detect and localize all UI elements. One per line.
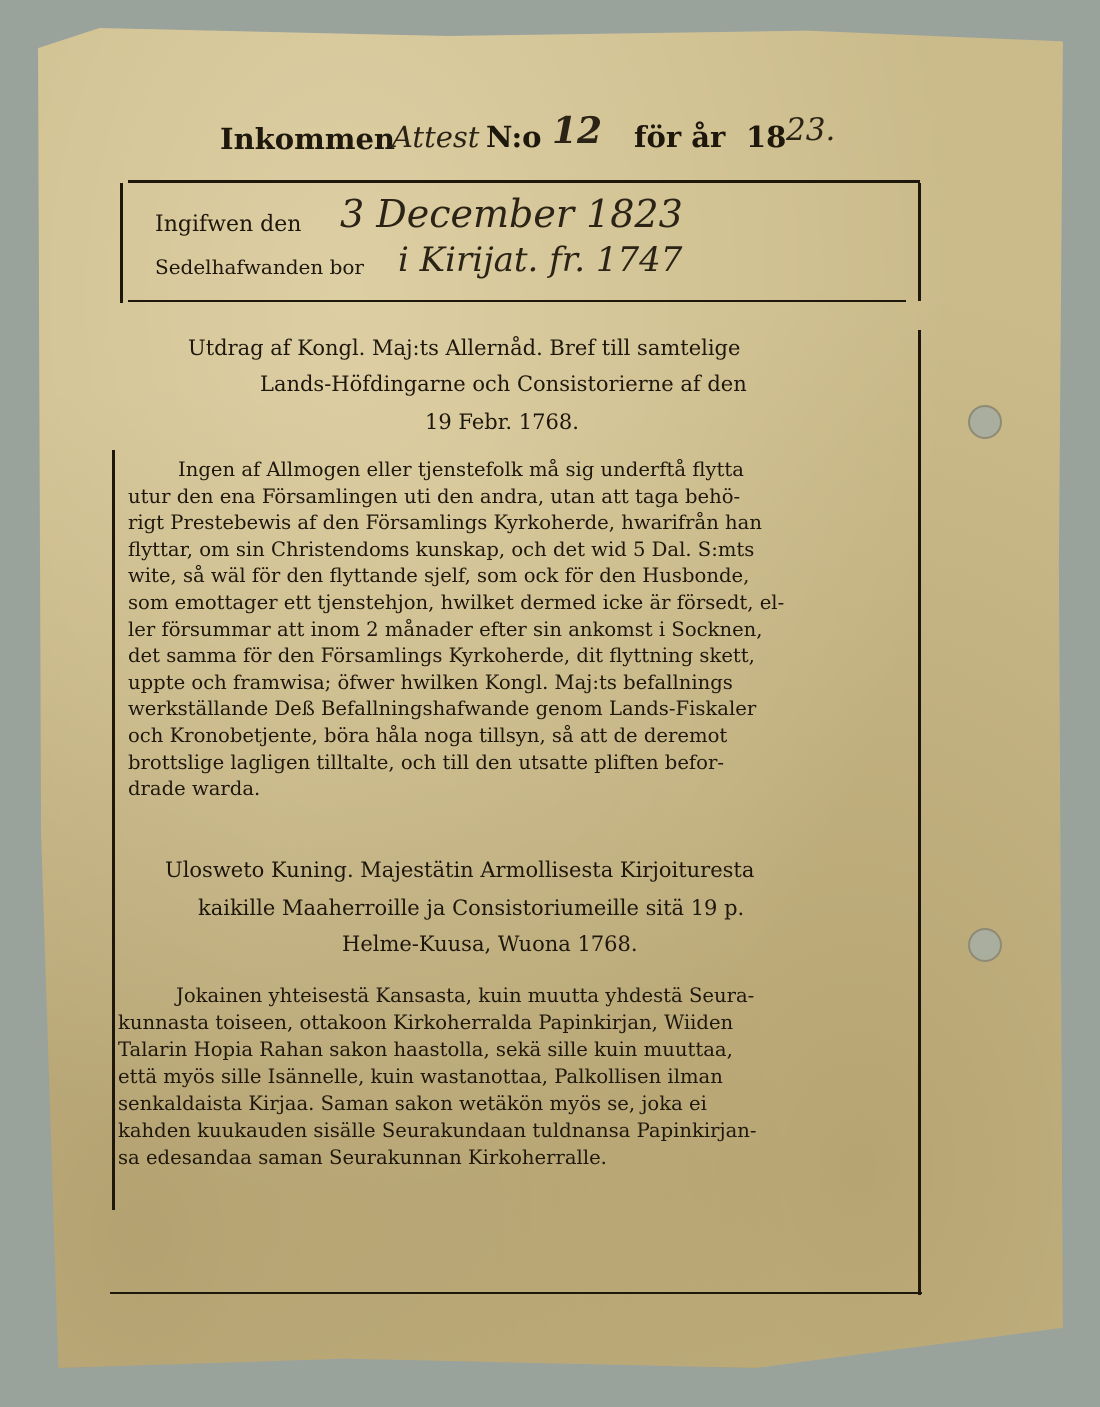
punch-hole-top bbox=[968, 405, 1002, 439]
swedish-body-line: och Kronobetjente, böra håla noga tillsyn, så att de deremot bbox=[128, 723, 728, 747]
header-year-printed: 18 bbox=[746, 120, 787, 154]
swedish-body-line: brottslige lagligen tilltalte, och till den utsatte pliften befor- bbox=[128, 750, 724, 774]
swedish-body-line: werkställande Deß Befallningshafwande genom Lands-Fiskaler bbox=[128, 697, 757, 721]
finnish-heading-line: Ulosweto Kuning. Majestätin Armollisesta Kirjoituresta bbox=[165, 858, 755, 882]
finnish-body-line: Jokainen yhteisestä Kansasta, kuin muutta yhdestä Seura- bbox=[176, 984, 755, 1007]
finnish-body bbox=[118, 982, 908, 1171]
swedish-body-line: Ingen af Allmogen eller tjenstefolk må sig underftå flytta bbox=[178, 458, 744, 481]
finnish-body-line: sa edesandaa saman Seurakunnan Kirkoherralle. bbox=[118, 1146, 607, 1169]
holder-residence-label: Sedelhafwanden bor bbox=[155, 255, 364, 279]
header-number-handwritten: 12 bbox=[552, 110, 603, 152]
frame-bottom-rule bbox=[110, 1292, 922, 1294]
finnish-heading-line: kaikille Maaherroille ja Consistoriumeille sitä 19 p. bbox=[198, 896, 745, 920]
swedish-body-line: drade warda. bbox=[128, 777, 261, 801]
header-year-handwritten: 23. bbox=[786, 112, 836, 148]
received-date-handwritten: 3 December 1823 bbox=[340, 192, 683, 236]
swedish-heading-line: 19 Febr. 1768. bbox=[425, 410, 579, 434]
finnish-body-line: kunnasta toiseen, ottakoon Kirkoherralda Papinkirjan, Wiiden bbox=[118, 1011, 734, 1034]
finnish-body-line: että myös sille Isännelle, kuin wastanottaa, Palkollisen ilman bbox=[118, 1065, 723, 1088]
box-bottom-rule bbox=[128, 300, 906, 302]
finnish-body-line: senkaldaista Kirjaa. Saman sakon wetäkön myös se, joka ei bbox=[118, 1092, 707, 1115]
swedish-body-line: flyttar, om sin Christendoms kunskap, och det wid 5 Dal. S:mts bbox=[128, 537, 755, 561]
swedish-body bbox=[128, 457, 908, 803]
header-attest-handwritten: Attest bbox=[392, 120, 480, 154]
header-number-label: N:o bbox=[486, 120, 542, 154]
frame-left-border bbox=[112, 450, 115, 1210]
swedish-body-line: som emottager ett tjenstehjon, hwilket dermed icke är försedt, el- bbox=[128, 590, 785, 614]
swedish-body-line: wite, så wäl för den flyttande sjelf, som ock för den Husbonde, bbox=[128, 564, 750, 588]
finnish-heading-line: Helme-Kuusa, Wuona 1768. bbox=[342, 932, 638, 956]
frame-right-border bbox=[918, 330, 921, 1295]
box-right-border bbox=[918, 183, 921, 301]
box-left-border bbox=[120, 183, 123, 303]
finnish-body-line: kahden kuukauden sisälle Seurakundaan tuldnansa Papinkirjan- bbox=[118, 1119, 757, 1142]
swedish-body-line: utur den ena Församlingen uti den andra, utan att taga behö- bbox=[128, 484, 741, 508]
swedish-body-line: ler försummar att inom 2 månader efter sin ankomst i Socknen, bbox=[128, 617, 763, 641]
top-rule bbox=[128, 180, 920, 183]
swedish-heading-line: Lands-Höfdingarne och Consistorierne af den bbox=[260, 372, 747, 396]
swedish-heading-line: Utdrag af Kongl. Maj:ts Allernåd. Bref till samtelige bbox=[188, 336, 741, 360]
holder-residence-handwritten: i Kirijat. fr. 1747 bbox=[398, 240, 683, 280]
punch-hole-bottom bbox=[968, 928, 1002, 962]
header-year-label: för år bbox=[634, 120, 726, 154]
finnish-body-line: Talarin Hopia Rahan sakon haastolla, sekä sille kuin muuttaa, bbox=[118, 1038, 733, 1061]
header-prefix: Inkommen bbox=[220, 122, 395, 156]
swedish-body-line: rigt Prestebewis af den Församlings Kyrkoherde, hwarifrån han bbox=[128, 511, 762, 535]
swedish-body-line: det samma för den Församlings Kyrkoherde, dit flyttning skett, bbox=[128, 644, 755, 668]
swedish-body-line: uppte och framwisa; öfwer hwilken Kongl. Maj:ts befallnings bbox=[128, 670, 733, 694]
received-date-label: Ingifwen den bbox=[155, 212, 302, 237]
